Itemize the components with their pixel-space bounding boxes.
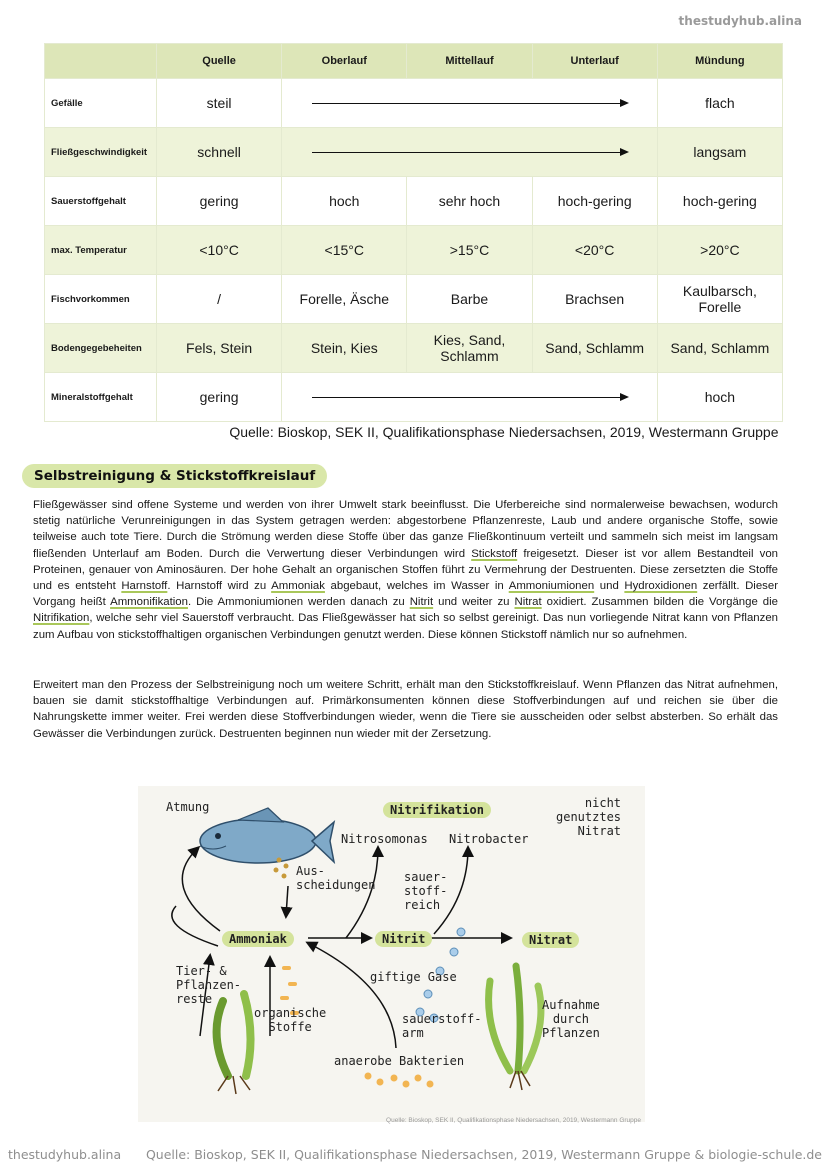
paragraph-text: Fließgewässer sind offene Systeme und werden von ihrer Umwelt stark beeinflusst. Die Uferbereiche sind normalerweise bewachsen, wodurch stetig natürliche Verunreinigungen in das System getragen werden: abgestorbene Pflanzenreste, Laub und andere organische Stoffe, sowie teilweise auch tote Tiere. Durch die Strömung werden diese Stoffe über das ganze Fließkontinuum verteilt und sammeln sich meist im langsam fließenden Unterlauf am Boden. Durch die Verwertung dieser Verbindungen wird Stickstoff freigesetzt. Dieser ist vor allem Bestandteil von Proteinen, genauer von Aminosäuren. Der hohe Gehalt an organischen Stoffen führt zu Vermehrung der Destruenten. Diese zersetzten die Stoffe und es entsteht Harnstoff. Harnstoff wird zu Ammoniak abgebaut, welches im Wasser in Ammoniumionen und Hydroxidionen zerfällt. Dieser Vorgang heißt Ammonifikation. Die Ammoniumionen werden danach zu Nitrit und weiter zu Nitrat oxidiert. Zusammen bilden die Vorgänge die Nitrifikation, welche sehr viel Sauerstoff verbraucht. Das Fließgewässer hat sich so selbst gereinigt. Das nun vorliegende Nitrat kann von Pflanzen zum Aufbau von stickstoffhaltigen organischen Verbindungen genutzt werden. Diese können Stickstoff nämlich nur so aufnehmen. [33, 499, 778, 641]
label-sauerstoffarm: sauerstoff- arm [402, 1012, 482, 1040]
label-nitrifikation: Nitrifikation [383, 802, 491, 818]
term-highlight: Nitrit [409, 596, 434, 609]
label-organische-stoffe: organische Stoffe [254, 1006, 327, 1034]
river-zones-table [44, 43, 783, 440]
table-cell: Kaulbarsch, Forelle [657, 275, 782, 324]
arrow-right-icon [312, 103, 627, 104]
table-row-fliessgeschwindigkeit [45, 128, 783, 177]
label-tier-pflanzenreste: Tier- & Pflanzen- reste [176, 964, 242, 1006]
term-highlight: Stickstoff [471, 547, 518, 560]
table-cell: <20°C [532, 226, 657, 275]
table-cell: Barbe [407, 275, 532, 324]
row-label: Gefälle [45, 79, 157, 128]
row-label: Mineralstoffgehalt [45, 373, 157, 422]
table-row-fischvorkommen [45, 275, 783, 324]
nitrogen-cycle-diagram [138, 786, 645, 1122]
plant-left-icon [217, 994, 251, 1094]
term-highlight: Ammoniak [271, 580, 325, 593]
arrow-ausscheidungen [286, 886, 288, 916]
gradient-arrow [282, 79, 658, 128]
section-title: Selbstreinigung & Stickstoffkreislauf [22, 464, 327, 488]
table-source: Quelle: Bioskop, SEK II, Qualifikationsphase Niedersachsen, 2019, Westermann Gruppe [229, 424, 779, 440]
table-cell: / [157, 275, 282, 324]
label-anaerobe-bakterien: anaerobe Bakterien [334, 1054, 465, 1068]
brand-watermark: thestudyhub.alina [678, 14, 802, 28]
table-cell: Sand, Schlamm [657, 324, 782, 373]
paragraph-stickstoffkreislauf [33, 677, 778, 742]
label-nitrit: Nitrit [375, 931, 432, 947]
table-cell: >15°C [407, 226, 532, 275]
plant-right-icon [489, 966, 541, 1090]
table-header-row [45, 44, 783, 79]
table-cell: schnell [157, 128, 282, 177]
table-cell: sehr hoch [407, 177, 532, 226]
row-label: Bodengegebeheiten [45, 324, 157, 373]
table-cell: Brachsen [532, 275, 657, 324]
label-ammoniak: Ammoniak [222, 931, 294, 947]
label-nitrosomonas: Nitrosomonas [341, 832, 428, 846]
footer-brand: thestudyhub.alina [8, 1147, 122, 1162]
table-cell: hoch-gering [532, 177, 657, 226]
table-cell: <10°C [157, 226, 282, 275]
table-cell: gering [157, 373, 282, 422]
table-source-row [45, 422, 783, 441]
table-row-temperatur [45, 226, 783, 275]
row-label: Fließgeschwindigkeit [45, 128, 157, 177]
table-row-gefaelle [45, 79, 783, 128]
bacteria-icon [365, 1073, 434, 1088]
table-cell: langsam [657, 128, 782, 177]
table-cell: Forelle, Äsche [282, 275, 407, 324]
label-nicht-genutztes-nitrat: nicht genutztes Nitrat [556, 796, 622, 838]
term-highlight: Harnstoff [121, 580, 168, 593]
arrow-right-icon [312, 397, 627, 398]
row-label: Fischvorkommen [45, 275, 157, 324]
term-highlight: Ammoniumionen [508, 580, 595, 593]
table-cell: steil [157, 79, 282, 128]
gradient-arrow [282, 128, 658, 177]
table-cell: hoch-gering [657, 177, 782, 226]
fish-icon [200, 808, 334, 863]
diagram-source: Quelle: Bioskop, SEK II, Qualifikationsphase Niedersachsen, 2019, Westermann Gruppe [386, 1117, 641, 1124]
label-sauerstoffreich: sauer- stoff- reich [404, 870, 448, 912]
table-row-sauerstoffgehalt [45, 177, 783, 226]
table-cell: Sand, Schlamm [532, 324, 657, 373]
arrow-nitrosomonas [346, 848, 378, 938]
row-label: Sauerstoffgehalt [45, 177, 157, 226]
label-ausscheidungen: Aus- scheidungen [296, 864, 376, 892]
table-header-mittellauf: Mittellauf [407, 44, 532, 79]
term-highlight: Ammonifikation [110, 596, 188, 609]
table-header-unterlauf: Unterlauf [532, 44, 657, 79]
table-header-empty [45, 44, 157, 79]
paragraph-selbstreinigung [33, 497, 778, 643]
table-cell: Fels, Stein [157, 324, 282, 373]
table-cell: <15°C [282, 226, 407, 275]
table-cell: Stein, Kies [282, 324, 407, 373]
table-cell: gering [157, 177, 282, 226]
table-row-boden [45, 324, 783, 373]
table-cell: hoch [657, 373, 782, 422]
term-highlight: Hydroxidionen [624, 580, 698, 593]
table-header-quelle: Quelle [157, 44, 282, 79]
arrow-atmung [182, 848, 220, 931]
table-cell: flach [657, 79, 782, 128]
label-giftige-gase: giftige Gase [370, 970, 457, 984]
term-highlight: Nitrifikation [33, 612, 90, 625]
table-row-mineralstoffgehalt [45, 373, 783, 422]
paragraph-text: Erweitert man den Prozess der Selbstreinigung noch um weitere Schritt, erhält man den Stickstoffkreislauf. Wenn Pflanzen das Nitrat aufnehmen, bauen sie damit stickstoffhaltige Verbindungen auf. Primärkonsumenten können diese Stoffverbindungen auf und reichen sie über die Nahrungskette immer weiter. Frei werden diese Stoffverbindungen wieder, wenn die Tiere sie ausscheiden oder selbst absterben. So erhält das Gewässer die Verbindungen zurück. Destruenten beginnen nun wieder mit der Zersetzung. [33, 679, 778, 740]
label-aufnahme-pflanzen: Aufnahme durch Pflanzen [542, 998, 600, 1040]
arrow-line [172, 906, 218, 946]
footer-source: Quelle: Bioskop, SEK II, Qualifikationsphase Niedersachsen, 2019, Westermann Gruppe & biologie-schule.de [145, 1147, 822, 1162]
gradient-arrow [282, 373, 658, 422]
table-cell: hoch [282, 177, 407, 226]
table-header-muendung: Mündung [657, 44, 782, 79]
label-nitrobacter: Nitrobacter [449, 832, 529, 846]
label-atmung: Atmung [166, 800, 210, 814]
table-header-oberlauf: Oberlauf [282, 44, 407, 79]
label-nitrat: Nitrat [522, 932, 579, 948]
arrow-right-icon [312, 152, 627, 153]
table-cell: Kies, Sand, Schlamm [407, 324, 532, 373]
table-cell: >20°C [657, 226, 782, 275]
term-highlight: Nitrat [514, 596, 542, 609]
row-label: max. Temperatur [45, 226, 157, 275]
